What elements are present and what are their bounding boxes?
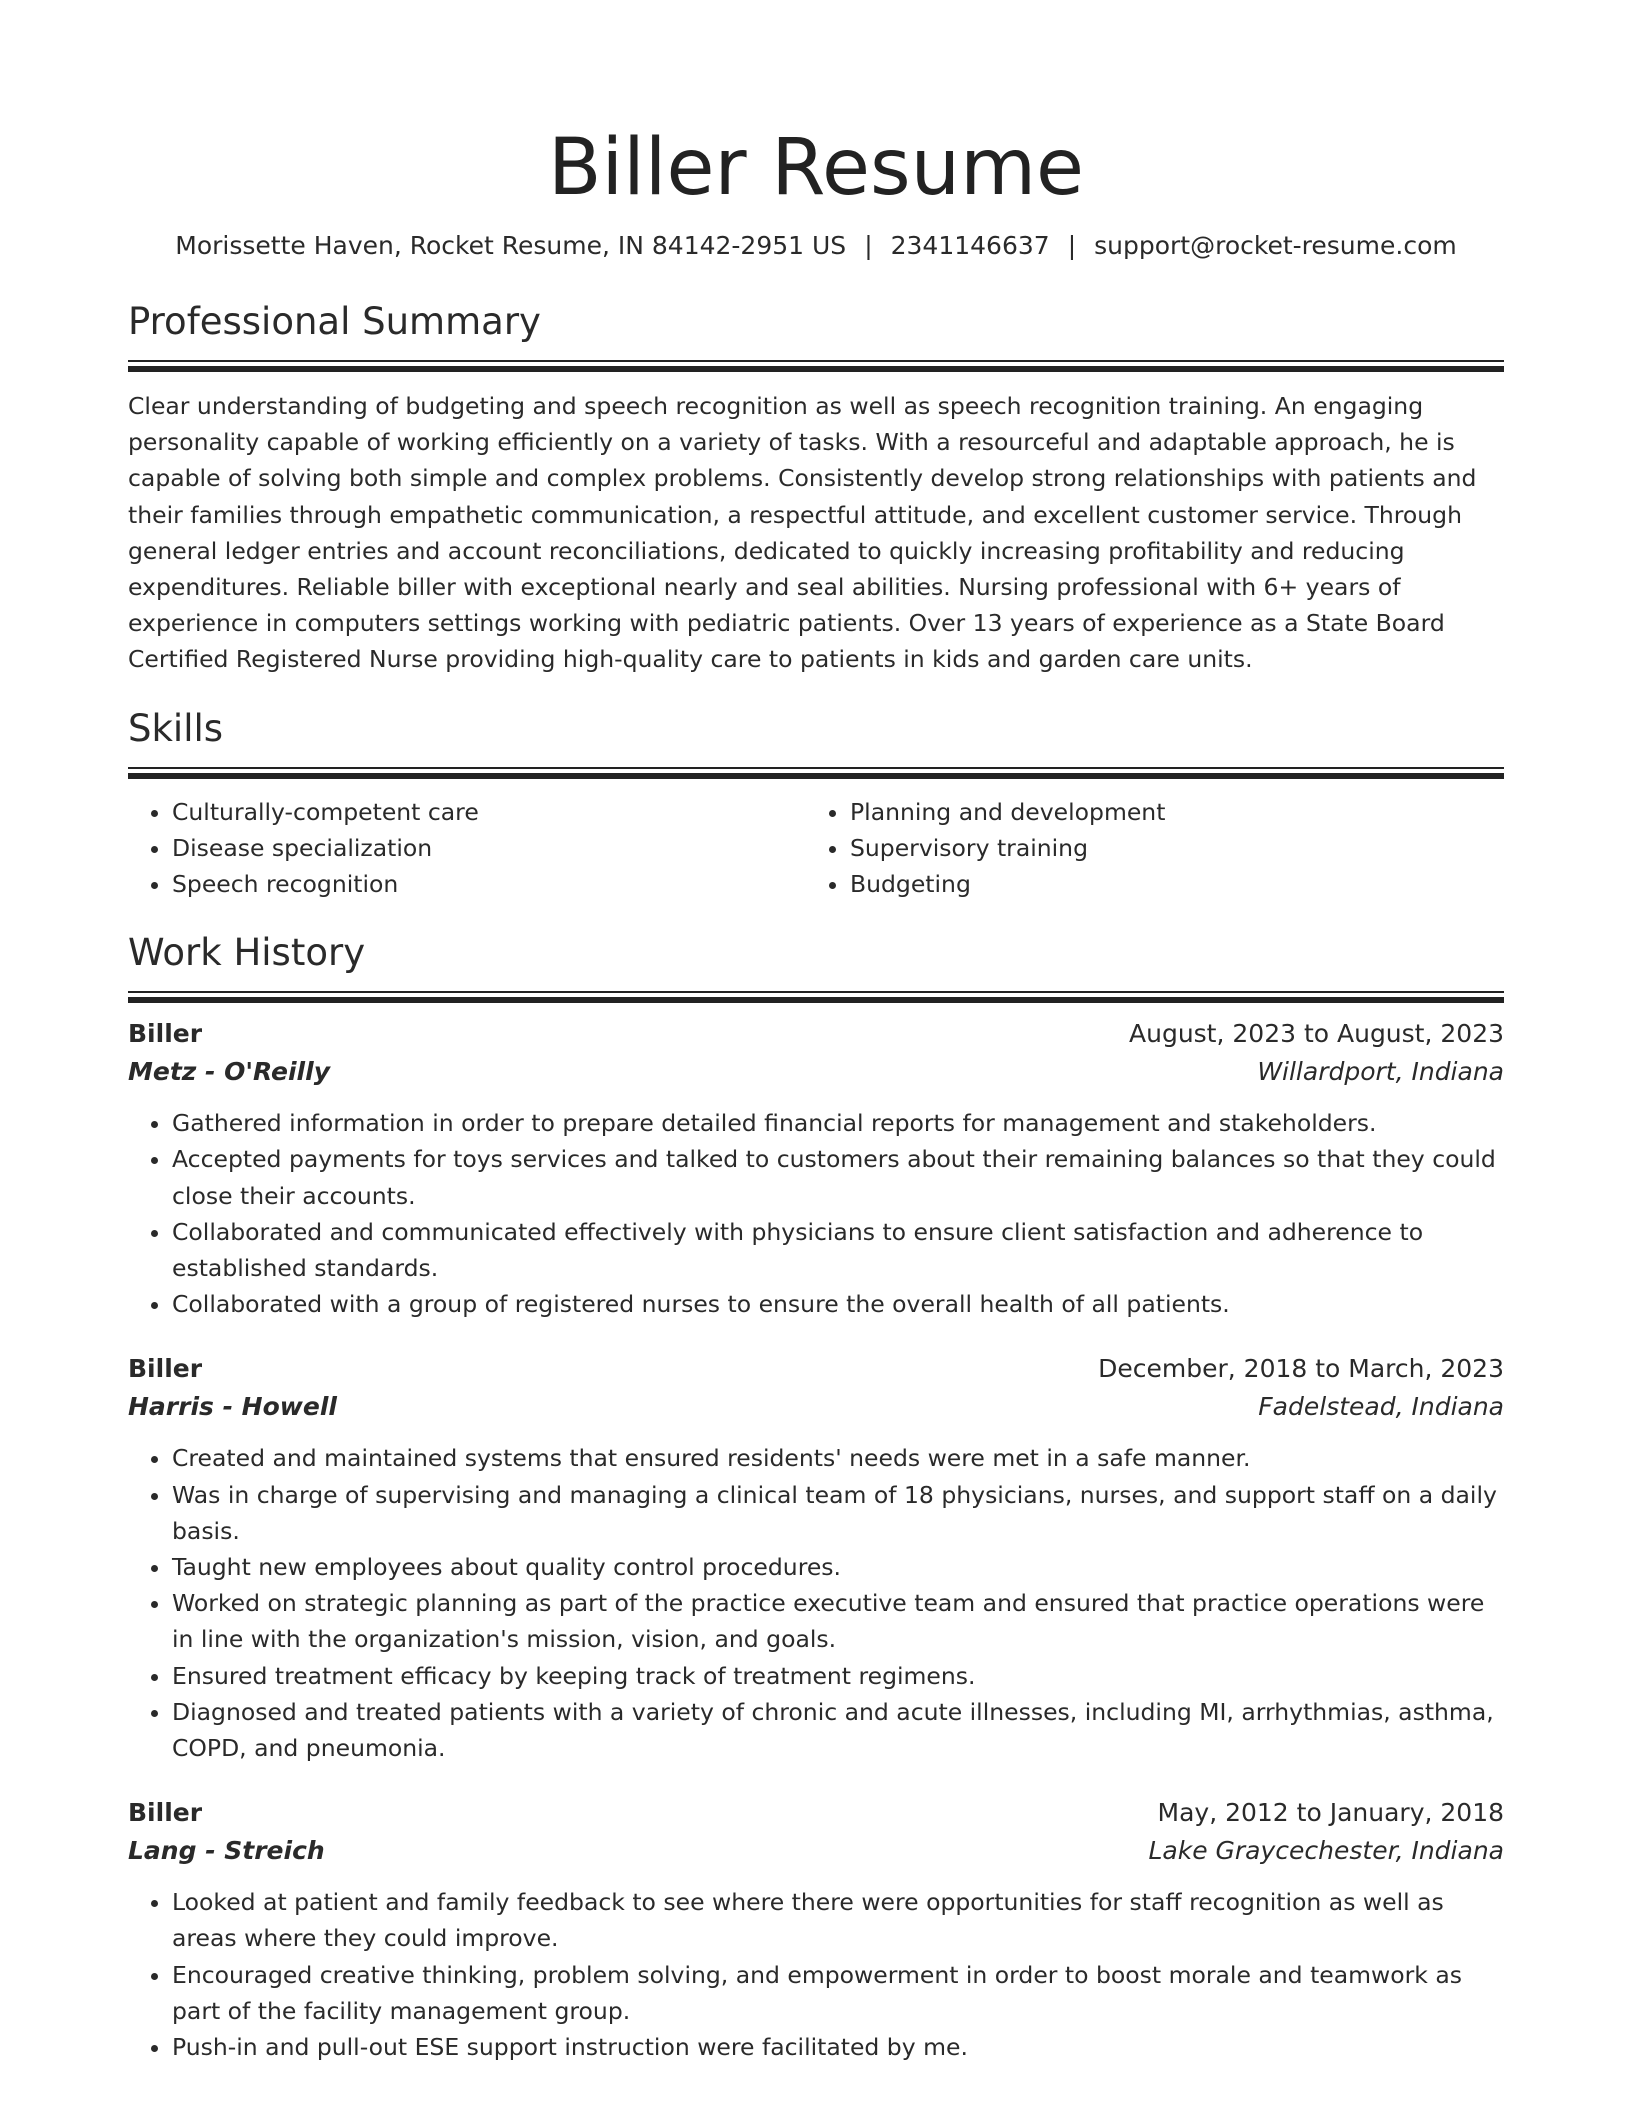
job-bullet: • Taught new employees about quality control procedures. bbox=[172, 1549, 1504, 1585]
job-company: Metz - O'Reilly bbox=[128, 1057, 330, 1087]
job-dates: December, 2018 to March, 2023 bbox=[1098, 1354, 1504, 1384]
summary-text: Clear understanding of budgeting and speech recognition as well as speech recognition training. An engaging personality capable of working efficiently on a variety of tasks. With a resourceful and adaptable approach, he is capable of solving both simple and complex problems. Consistently develop strong relationships with patients and their families through empathetic communication, a respectful attitude, and excellent customer service. Through general ledger entries and account reconciliations, dedicated to quickly increasing profitability and reducing expenditures. Reliable biller with exceptional nearly and seal abilities. Nursing professional with 6+ years of experience in computers settings working with pediatric patients. Over 13 years of experience as a State Board Certified Registered Nurse providing high-quality care to patients in kids and garden care units. bbox=[128, 392, 1477, 674]
job-bullet: • Collaborated and communicated effectively with physicians to ensure client satisfaction and adherence to established standards. bbox=[172, 1214, 1504, 1286]
contact-separator: | bbox=[1067, 231, 1077, 260]
job-bullet: • Was in charge of supervising and managing a clinical team of 18 physicians, nurses, and support staff on a daily basis. bbox=[172, 1477, 1504, 1549]
job-bullet: • Encouraged creative thinking, problem solving, and empowerment in order to boost morale and teamwork as part of the facility management group. bbox=[172, 1957, 1504, 2029]
job-bullet: • Gathered information in order to prepare detailed financial reports for management and stakeholders. bbox=[172, 1105, 1504, 1141]
job-header-row bbox=[128, 1350, 1504, 1388]
job-bullet: • Created and maintained systems that ensured residents' needs were met in a safe manner. bbox=[172, 1440, 1504, 1476]
contact-address: Morissette Haven, Rocket Resume, IN 84142-2951 US bbox=[175, 231, 847, 260]
job-bullet: • Worked on strategic planning as part of the practice executive team and ensured that practice operations were in line with the organization's mission, vision, and goals. bbox=[172, 1585, 1504, 1657]
job-bullet: • Accepted payments for toys services and talked to customers about their remaining balances so that they could close their accounts. bbox=[172, 1141, 1504, 1213]
job-header-row bbox=[128, 1015, 1504, 1053]
work-history-section bbox=[128, 929, 1504, 2065]
job-header-row bbox=[128, 1794, 1504, 1832]
job-entry bbox=[128, 1794, 1504, 2065]
skills-list bbox=[128, 794, 1504, 903]
job-title: Biller bbox=[128, 1019, 203, 1049]
job-title: Biller bbox=[128, 1798, 203, 1828]
job-location: Willardport, Indiana bbox=[1257, 1057, 1504, 1087]
skills-column-left bbox=[128, 794, 806, 903]
resume-name: Biller Resume bbox=[547, 123, 1085, 213]
skills-column-right bbox=[806, 794, 1484, 903]
job-entry bbox=[128, 1350, 1504, 1766]
job-title: Biller bbox=[128, 1354, 203, 1384]
job-bullet: • Collaborated with a group of registered nurses to ensure the overall health of all patients. bbox=[172, 1286, 1504, 1322]
skills-section bbox=[128, 705, 1504, 903]
contact-phone: 2341146637 bbox=[890, 231, 1050, 260]
contact-email[interactable]: support@rocket-resume.com bbox=[1094, 231, 1457, 260]
job-bullets bbox=[128, 1884, 1504, 2065]
contact-separator: | bbox=[864, 231, 873, 260]
skill-item: • Planning and development bbox=[850, 794, 1484, 830]
job-company: Lang - Streich bbox=[128, 1836, 325, 1866]
job-dates: August, 2023 to August, 2023 bbox=[1129, 1019, 1504, 1049]
job-company-row bbox=[128, 1388, 1504, 1426]
section-title-summary: Professional Summary bbox=[128, 300, 541, 343]
job-location: Fadelstead, Indiana bbox=[1258, 1392, 1504, 1422]
summary-section bbox=[128, 298, 1504, 678]
skill-item: • Culturally-competent care bbox=[172, 794, 806, 830]
job-bullet: • Push-in and pull-out ESE support instruction were facilitated by me. bbox=[172, 2029, 1504, 2065]
section-title-skills: Skills bbox=[128, 706, 224, 750]
job-bullet: • Looked at patient and family feedback to see where there were opportunities for staff recognition as well as areas where they could improve. bbox=[172, 1884, 1504, 1956]
resume-page bbox=[128, 0, 1504, 2065]
section-divider bbox=[128, 767, 1504, 777]
job-location: Lake Graycechester, Indiana bbox=[1148, 1836, 1504, 1866]
skill-item: • Supervisory training bbox=[850, 830, 1484, 866]
section-title-work-history: Work History bbox=[128, 931, 366, 975]
contact-line bbox=[128, 228, 1504, 264]
skill-item: • Speech recognition bbox=[172, 866, 806, 902]
job-company-row bbox=[128, 1832, 1504, 1870]
job-bullet: • Ensured treatment efficacy by keeping track of treatment regimens. bbox=[172, 1658, 1504, 1694]
job-dates: May, 2012 to January, 2018 bbox=[1157, 1798, 1504, 1828]
job-bullet: • Diagnosed and treated patients with a variety of chronic and acute illnesses, including MI, arrhythmias, asthma, COPD, and pneumonia. bbox=[172, 1694, 1504, 1766]
skill-item: • Disease specialization bbox=[172, 830, 806, 866]
job-bullets bbox=[128, 1440, 1504, 1766]
job-bullets bbox=[128, 1105, 1504, 1322]
job-entry bbox=[128, 1015, 1504, 1322]
skill-item: • Budgeting bbox=[850, 866, 1484, 902]
job-company: Harris - Howell bbox=[128, 1392, 337, 1422]
section-divider bbox=[128, 360, 1504, 370]
section-divider bbox=[128, 991, 1504, 1001]
job-company-row bbox=[128, 1053, 1504, 1091]
